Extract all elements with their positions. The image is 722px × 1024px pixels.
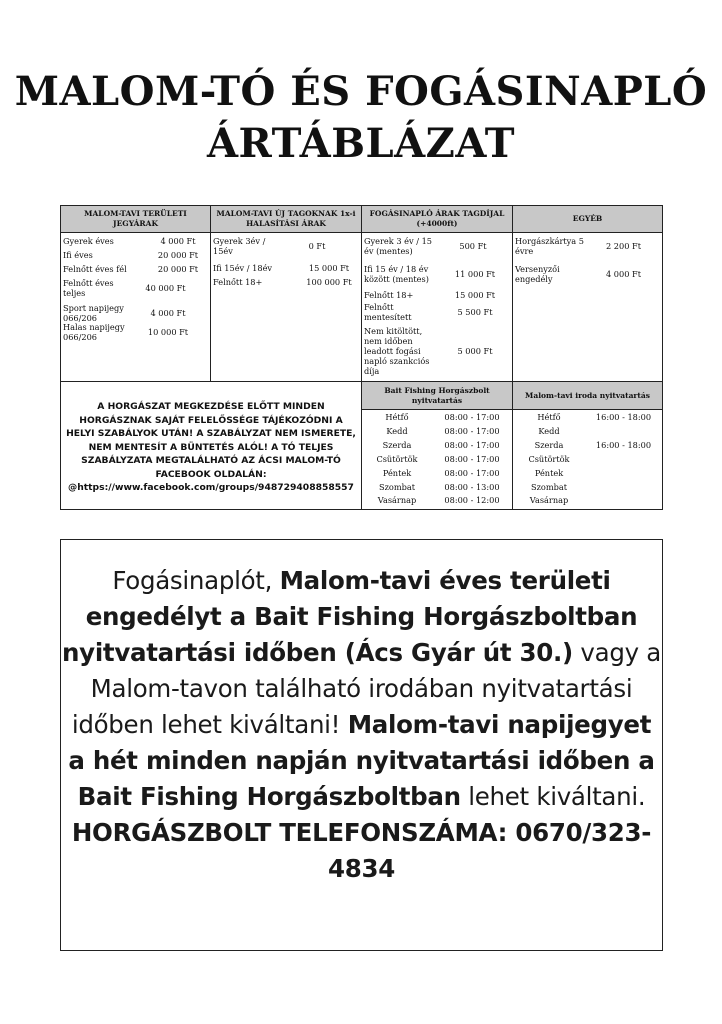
price-row: Sport napijegy 066/206 4 000 Ft (63, 303, 186, 323)
hours-row: Kedd (538, 426, 560, 436)
price-row: Felnőtt 18+ 15 000 Ft (364, 289, 496, 300)
hours-row: Szombat (530, 482, 568, 492)
hours-row: Péntek 08:00 - 17:00 (382, 468, 500, 478)
hours-row: Vasárnap (529, 495, 569, 505)
price-row: Halas napijegy 066/206 10 000 Ft (63, 322, 189, 342)
hours-row: Szerda 08:00 - 17:00 (382, 440, 500, 450)
price-row: Ifi 15év / 18év 15 000 Ft (213, 262, 350, 273)
hours-row: Péntek (534, 468, 564, 478)
price-row: Gyerek éves 4 000 Ft (63, 235, 196, 246)
hours-row: Vasárnap 08:00 - 12:00 (377, 495, 500, 505)
hours-row: Hétfő 16:00 - 18:00 (537, 412, 652, 422)
office-hours-header: Malom-tavi iroda nyitvatartás (513, 382, 662, 409)
price-row: Horgászkártya 5 évre 2 200 Ft (515, 236, 641, 256)
hours-row: Hétfő 08:00 - 17:00 (385, 412, 500, 422)
column-header: EGYÉB (513, 206, 662, 232)
hours-row: Szerda 16:00 - 18:00 (534, 440, 652, 450)
price-row: Felnőtt éves teljes 40 000 Ft (63, 278, 186, 298)
table-divider (361, 409, 663, 410)
price-row: Nem kitöltött, nem időben leadott fogási napló szankciós díja 5 000 Ft (364, 326, 493, 376)
title-line-1: MALOM-TÓ ÉS FOGÁSINAPLÓ (14, 68, 708, 115)
price-row: Felnőtt 18+ 100 000 Ft (213, 276, 352, 287)
price-row: Gyerek 3év / 15év 0 Ft (213, 236, 326, 256)
facebook-link[interactable]: @https://www.facebook.com/groups/948729408858557 (68, 482, 354, 493)
column-header: FOGÁSINAPLÓ ÁRAK TAGDÍJAL (+4000ft) (362, 206, 512, 232)
hours-row: Csütörtök (528, 454, 570, 464)
price-row: Ifi éves 20 000 Ft (63, 249, 199, 260)
rules-notice: A HORGÁSZAT MEGKEZDÉSE ELŐTT MINDEN HORGÁSZNAK SAJÁT FELELŐSSÉGE TÁJÉKOZÓDNI A HELYI SZABÁLYOK UTÁN! A SZABÁLYZAT NEM ISMERETE, NEM MENTESÍT A BÜNTETÉS ALÓL! A TÓ TELJES SZABÁLYZATA MEGTALÁLHATÓ AZ ÁCSI MALOM-TÓ FACEBOOK OLDALÁN: @https://www.facebook.com/groups/948729408858557 (66, 401, 356, 493)
shop-phone: HORGÁSZBOLT TELEFONSZÁMA: 0670/323-4834 (71, 818, 652, 883)
hours-row: Szombat 08:00 - 13:00 (378, 482, 500, 492)
title-line-2: ÁRTÁBLÁZAT (207, 120, 515, 167)
price-row: Felnőtt éves fél 20 000 Ft (63, 263, 199, 274)
hours-row: Kedd 08:00 - 17:00 (386, 426, 500, 436)
table-divider (60, 232, 663, 233)
info-text: Fogásinaplót, Malom-tavi éves területi engedélyt a Bait Fishing Horgászboltban nyitvatartási időben (Ács Gyár út 30.) vagy a Malom-tavon található irodában nyitvatartási időben lehet kiváltani! Malom-tavi napijegyet a hét minden napján nyitvatartási időben a Bait Fishing Horgászboltban lehet kiváltani. HORGÁSZBOLT TELEFONSZÁMA: 0670/323-4834 (62, 566, 661, 883)
price-row: Gyerek 3 év / 15 év (mentes) 500 Ft (364, 236, 487, 256)
price-row: Versenyzői engedély 4 000 Ft (515, 264, 641, 284)
shop-hours-header: Bait Fishing Horgászbolt nyitvatartás (362, 382, 512, 409)
hours-row: Csütörtök 08:00 - 17:00 (376, 454, 500, 464)
price-row: Ifi 15 év / 18 év között (mentes) 11 000 Ft (364, 264, 496, 284)
price-row: Felnőtt mentesített 5 500 Ft (364, 302, 493, 322)
column-header: MALOM-TAVI TERÜLETI JEGYÁRAK (61, 206, 210, 232)
page-title (0, 66, 722, 170)
column-header: MALOM-TAVI ÚJ TAGOKNAK 1x-i HALASÍTÁSI ÁRAK (211, 206, 361, 232)
